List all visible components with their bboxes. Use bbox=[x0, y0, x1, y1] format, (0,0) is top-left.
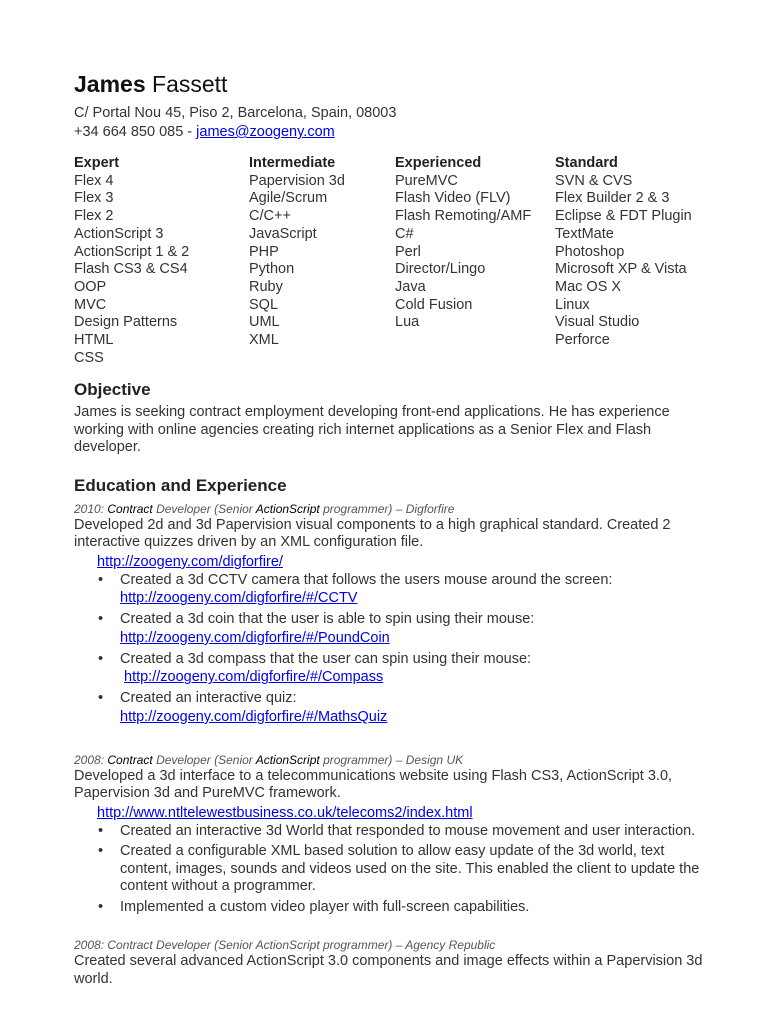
skill-item: TextMate bbox=[555, 225, 614, 242]
list-item bbox=[98, 898, 714, 917]
job-header bbox=[74, 752, 714, 768]
job-role-company: programmer) – Digforfire bbox=[323, 501, 455, 516]
objective-text: James is seeking contract employment developing front-end applications. He has experience working with online agencies creating rich internet applications as a Senior Flex and Flash developer. bbox=[74, 404, 670, 456]
skill-item: JavaScript bbox=[249, 225, 317, 242]
job-description: Created several advanced ActionScript 3.0 components and image effects within a Papervision 3d world. bbox=[74, 953, 703, 987]
skill-item: SQL bbox=[249, 296, 279, 313]
skill-item: Agile/Scrum bbox=[249, 190, 328, 207]
skill-item: Python bbox=[249, 261, 295, 278]
skills-experienced-heading: Experienced bbox=[395, 155, 482, 171]
skills-intermediate-column bbox=[249, 155, 395, 367]
first-name: James bbox=[74, 71, 146, 97]
candidate-name bbox=[74, 70, 714, 98]
skill-item: PureMVC bbox=[395, 172, 458, 189]
job-role: Developer (Senior bbox=[156, 501, 253, 516]
bullet-icon: • bbox=[98, 650, 104, 667]
skill-item: Flash Video (FLV) bbox=[395, 190, 511, 207]
skill-item: Papervision 3d bbox=[249, 172, 345, 189]
bullet-link[interactable]: http://zoogeny.com/digforfire/#/MathsQuiz bbox=[120, 708, 388, 725]
skill-item: Flex 4 bbox=[74, 172, 114, 189]
job-bullet-list bbox=[74, 823, 714, 917]
skill-item: Linux bbox=[555, 296, 590, 313]
resume-page bbox=[74, 70, 714, 988]
last-name: Fassett bbox=[152, 71, 228, 97]
skill-item: Flex 2 bbox=[74, 208, 114, 225]
job-entry-agency-republic bbox=[74, 937, 714, 988]
job-entry-design-uk bbox=[74, 752, 714, 917]
list-item bbox=[98, 571, 714, 609]
skills-intermediate-heading: Intermediate bbox=[249, 155, 336, 171]
bullet-text: Created a 3d coin that the user is able to spin using their mouse: bbox=[120, 611, 535, 628]
job-description: Developed a 3d interface to a telecommunications website using Flash CS3, ActionScript 3.0, Papervision 3d and PureMVC framework. bbox=[74, 767, 673, 802]
bullet-text: Created a 3d CCTV camera that follows the users mouse around the screen: bbox=[120, 571, 613, 588]
bullet-text: Created an interactive 3d World that responded to mouse movement and user interaction. bbox=[120, 822, 696, 839]
skills-experienced-column bbox=[395, 155, 555, 367]
job-tech: ActionScript bbox=[255, 752, 320, 767]
phone: +34 664 850 085 - bbox=[74, 124, 193, 140]
job-header: 2008: Contract Developer (Senior ActionScript programmer) – Agency Republic bbox=[74, 938, 496, 953]
address: C/ Portal Nou 45, Piso 2, Barcelona, Spain, 08003 bbox=[74, 105, 397, 121]
job-entry-digforfire bbox=[74, 501, 714, 727]
skill-item: MVC bbox=[74, 296, 107, 313]
objective-heading: Objective bbox=[74, 380, 151, 400]
job-contract: Contract bbox=[107, 752, 153, 767]
bullet-text: Created an interactive quiz: bbox=[120, 690, 297, 707]
skills-expert-column bbox=[74, 155, 249, 367]
bullet-icon: • bbox=[98, 571, 104, 588]
bullet-text: Created a 3d compass that the user can spin using their mouse: bbox=[120, 650, 532, 667]
skill-item: Photoshop bbox=[555, 243, 625, 260]
bullet-icon: • bbox=[98, 690, 104, 707]
skills-standard-heading: Standard bbox=[555, 155, 618, 171]
list-item bbox=[98, 690, 714, 727]
skill-item: ActionScript 1 & 2 bbox=[74, 243, 190, 260]
job-role: Developer (Senior bbox=[156, 752, 253, 767]
bullet-icon: • bbox=[98, 843, 104, 860]
list-item bbox=[98, 650, 714, 688]
bullet-link[interactable]: http://zoogeny.com/digforfire/#/Compass bbox=[124, 669, 384, 686]
job-year: 2008: bbox=[74, 752, 105, 767]
job-link[interactable]: http://www.ntltelewestbusiness.co.uk/telecoms2/index.html bbox=[97, 804, 473, 821]
bullet-icon: • bbox=[98, 822, 104, 839]
skill-item: Flash CS3 & CS4 bbox=[74, 261, 188, 278]
bullet-icon: • bbox=[98, 611, 104, 628]
skill-item: PHP bbox=[249, 243, 279, 260]
skill-item: Director/Lingo bbox=[395, 261, 486, 278]
bullet-text: Implemented a custom video player with full-screen capabilities. bbox=[120, 898, 530, 915]
skill-item: Mac OS X bbox=[555, 278, 622, 295]
skill-item: Flex 3 bbox=[74, 190, 114, 207]
job-role-company: programmer) – Design UK bbox=[323, 752, 464, 767]
bullet-icon: • bbox=[98, 898, 104, 915]
list-item bbox=[98, 843, 714, 896]
list-item bbox=[98, 822, 714, 841]
skill-item: Flash Remoting/AMF bbox=[395, 208, 532, 225]
skill-item: UML bbox=[249, 314, 280, 331]
job-contract: Contract bbox=[107, 501, 153, 516]
job-bullet-list bbox=[74, 572, 714, 727]
bullet-text: Created a configurable XML based solution to allow easy update of the 3d world, text content, images, sounds and videos used on the site. This enabled the client to update the content without a programmer. bbox=[120, 843, 700, 895]
skill-item: CSS bbox=[74, 349, 104, 366]
bullet-link[interactable]: http://zoogeny.com/digforfire/#/PoundCoin bbox=[120, 629, 390, 646]
skill-item: C/C++ bbox=[249, 208, 291, 225]
skill-item: Visual Studio bbox=[555, 314, 640, 331]
skill-item: OOP bbox=[74, 278, 107, 295]
skills-standard-column bbox=[555, 155, 705, 367]
list-item bbox=[98, 611, 714, 648]
skills-table bbox=[74, 155, 714, 367]
email-link[interactable]: james@zoogeny.com bbox=[196, 124, 335, 140]
skill-item: ActionScript 3 bbox=[74, 225, 164, 242]
skill-item: Java bbox=[395, 278, 426, 295]
job-link[interactable]: http://zoogeny.com/digforfire/ bbox=[97, 553, 283, 570]
skill-item: Flex Builder 2 & 3 bbox=[555, 190, 670, 207]
skills-expert-heading: Expert bbox=[74, 155, 120, 171]
skill-item: SVN & CVS bbox=[555, 172, 633, 189]
bullet-link[interactable]: http://zoogeny.com/digforfire/#/CCTV bbox=[120, 590, 358, 607]
job-tech: ActionScript bbox=[255, 501, 320, 516]
contact-info bbox=[74, 104, 714, 142]
skill-item: Microsoft XP & Vista bbox=[555, 261, 687, 278]
skill-item: C# bbox=[395, 225, 414, 242]
skill-item: Perforce bbox=[555, 332, 610, 349]
skill-item: Cold Fusion bbox=[395, 296, 473, 313]
job-description: Developed 2d and 3d Papervision visual components to a high graphical standard. Created 2 interactive quizzes driven by an XML configuration file. bbox=[74, 516, 671, 551]
skill-item: Perl bbox=[395, 243, 421, 260]
skill-item: Eclipse & FDT Plugin bbox=[555, 208, 692, 225]
skill-item: Ruby bbox=[249, 278, 283, 295]
phone-email-line bbox=[74, 123, 714, 142]
job-header bbox=[74, 501, 714, 517]
education-heading: Education and Experience bbox=[74, 475, 287, 495]
job-year: 2010: bbox=[74, 501, 105, 516]
skill-item: Lua bbox=[395, 314, 420, 331]
skill-item: HTML bbox=[74, 332, 114, 349]
skill-item: Design Patterns bbox=[74, 314, 178, 331]
skill-item: XML bbox=[249, 332, 279, 349]
